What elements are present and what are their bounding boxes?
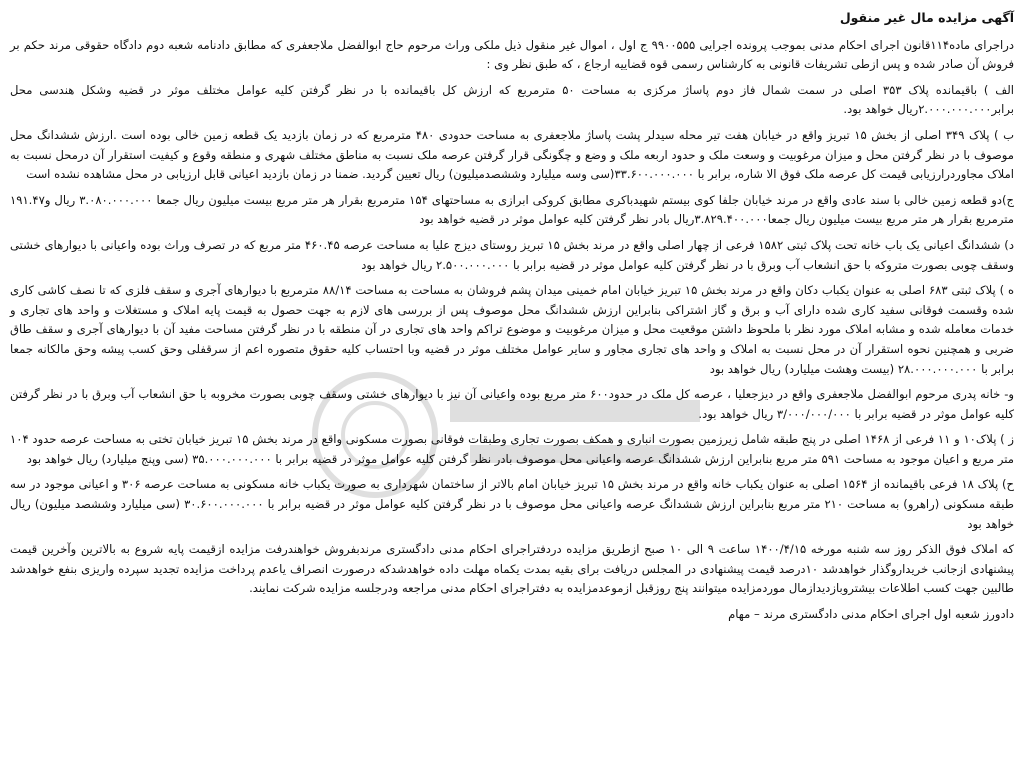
paragraph-item-ze: ز ) پلاک۱۰ و ۱۱ فرعی از ۱۴۶۸ اصلی در پنج طبقه شامل زیرزمین بصورت انباری و همکف بصورت تجاری وطبقات فوقانی بصورت مسکونی واقع در مرند بخش ۱۵ تبریز خیابان تختی به مساحت عرصه حدود ۱۰۴ متر مربع و اعیان موجود به مساحت ۵۹۱ متر مربع بنابراین ارزش ششدانگ عرصه واعیانی محل موصوف بادر نظر گرفتن کلیه عوامل موثر در قضیه برابر با ۳۵.۰۰۰.۰۰۰.۰۰۰ (سی وپنج میلیارد) ریال خواهد بود [10, 432, 1014, 466]
paragraph-item-be: ب ) پلاک ۳۴۹ اصلی از بخش ۱۵ تبریز واقع در خیابان هفت تیر محله سیدلر پشت پاساژ ملاجعفری به مساحت حدودی ۴۸۰ مترمربع که در زمان بازدید یک قطعه زمین خالی بوده است .ارزش ششدانگ محل موصوف با در نظر گرفتن محل و میزان مرغوبیت و وسعت ملک و حدود اربعه ملک و وضع و چگونگی قرار گرفتن عرصه ملک نسبت به مناطق مختلف شهری و منطقه وقوع و کیفیت استقرار آن درمحل نسبت به املاک مجاوردرارزیابی قیمت کل عرصه ملک فوق الا شاره، برابر با ۳۳.۶۰۰.۰۰۰.۰۰۰(سی وسه میلیارد وششصدمیلیون) ریال تعیین گردید. ضمنا در زمان بازدید اعیانی قابل ارزیابی در محل مشاهده نشده است [10, 127, 1015, 182]
paragraph-item-alef: الف ) باقیمانده پلاک ۳۵۳ اصلی در سمت شمال فاز دوم پاساژ مرکزی به مساحت ۵۰ مترمربع که ارزش کل باقیمانده با در نظر گرفتن کلیه عوامل مختلف موثر در قضیه وشکل هندسی محل برابر۲.۰۰۰.۰۰۰.۰۰۰ریال خواهد بود. [10, 82, 1015, 117]
paragraph-intro: دراجرای ماده۱۱۴قانون اجرای احکام مدنی بموجب پرونده اجرایی ۹۹۰۰۵۵۵ ج اول ، اموال غیر منقول ذیل ملکی وراث مرحوم حاج ابوالفضل ملاجعفری که مطابق دادنامه شعبه دوم دادگاه حقوقی مرند حکم بر فروش آن صادر شده و پس ازطی تشریفات قانونی به کارشناس رسمی قوه قضاییه ارجاع ، که طبق نظر وی : [10, 37, 1014, 72]
document-title: آگهی مزایده مال غیر منقول [839, 10, 1014, 25]
paragraph-item-he-jimi: ح) پلاک ۱۸ فرعی باقیمانده از ۱۵۶۴ اصلی به عنوان یکباب خانه واقع در مرند بخش ۱۵ تبریز خیابان امام بالاتر از ساختمان شهرداری به صورت یکباب خانه مسکونی به مساحت عرصه ۳۰۶ و اعیانی موجود در سه طبقه مسکونی (راهرو) به مساحت ۲۱۰ متر مربع بنابراین ارزش ششدانگ عرصه واعیانی محل موصوف با در نظر گرفتن کلیه عوامل موثر در قضیه برابر با ۳۰.۶۰۰.۰۰۰.۰۰۰ (سی میلیارد وششصد میلیون) ریال خواهد بود [10, 477, 1015, 531]
paragraph-item-he: ه ) پلاک ثبتی ۶۸۳ اصلی به عنوان یکباب دکان واقع در مرند بخش ۱۵ تبریز خیابان امام خمینی میدان پشم فروشان به مساحت به مساحت ۸۸/۱۴ مترمربع با دیوارهای آجری و سقف فلزی که تا نصف کاشی کاری شده وقسمت فوقانی سفید کاری شده دارای آب و برق و گاز اشتراکی بنابراین ارزش ششدانگ محل موصوف پس از بررسی های لازم به جهت حصول به قیمت پایه املاک و مستغلات و واحد های تجاری و خدمات معامله شده و مشابه املاک مورد نظر با ملحوظ داشتن موقعیت محل و میزان مرغوبیت و موضوع تراکم واحد های تجاری در آن منطقه با در نظر گرفتن مساحت مفید آن با دیوارهای آجری و سقف طاق ضربی و همچنین نحوه استقرار آن در محل نسبت به املاک و واحد های تجاری مجاور و سایر عوامل مختلف موثر در قضیه وبا احتساب کلیه حقوق متصوره اعم از سرقفلی وحق کسب پیشه وحق مالکانه جمعا برابر با ۲۸.۰۰۰.۰۰۰.۰۰۰ (بیست وهشت میلیارد) ریال خواهد بود [10, 283, 1015, 376]
paragraph-item-dal: د) ششدانگ اعیانی یک باب خانه تحت پلاک ثبتی ۱۵۸۲ فرعی از چهار اصلی واقع در مرند بخش ۱۵ تبریز روستای دیزج علیا به مساحت عرصه ۴۶۰.۴۵ متر مربع که در تصرف وراث بوده واعیانی با دیوارهای خشتی وسقف چوبی بصورت متروکه با حق انشعاب آب وبرق با در نظر گرفتن کلیه عوامل موثر در قضیه برابر با ۲.۵۰۰.۰۰۰.۰۰۰ ریال خواهد بود [10, 237, 1014, 272]
document-signature: دادورز شعبه اول اجرای احکام مدنی دادگستری مرند – مهام [728, 607, 1014, 622]
paragraph-auction-terms: که املاک فوق الذکر روز سه شنبه مورخه ۱۴۰۰/۴/۱۵ ساعت ۹ الی ۱۰ صبح ازطریق مزایده دردفتراجرای احکام مدنی دادگستری مرندبفروش خواهندرفت مزایده ازقیمت پایه شروع به بالاترین وآخرین قیمت پیشنهادی ازجانب خریداروگذار خواهدشد ۱۰درصد قیمت پیشنهادی در المجلس دریافت برای بقیه بمدت یکماه مهلت داده خواهدشدکه درصورت انصراف یاعدم پرداخت مزایده تجدید سپرده واریزی بنفع خواهدشد طالبین جهت کسب اطلاعات بیشتروبازدیدازمال موردمزایده میتوانند پنج روزقبل ازموعدمزایده به دفتراجرای احکام مدنی مراجعه ودرجلسه مزایده شرکت نمایند. [10, 542, 1014, 596]
paragraph-item-vav: و- خانه پدری مرحوم ابوالفضل ملاجعفری واقع در دیزجعلیا ، عرصه کل ملک در حدود۶۰۰ متر مربع بوده واعیانی آن نیز با دیوارهای خشتی وسقف چوبی بصورت مخروبه با حق انشعاب آب وبرق با در نظر گرفتن کلیه عوامل موثر در قضیه برابر با ۳/۰۰۰/۰۰۰/۰۰۰ ریال خواهد بود. [10, 387, 1014, 421]
paragraph-item-jim: ج)دو قطعه زمین خالی با سند عادی واقع در مرند خیابان جلفا کوی بیستم شهیدباکری مطابق کروکی ابرازی به مساحتهای ۱۵۴ مترمربع بقرار هر متر مربع بیست میلیون ریال جمعا ۳.۰۸۰.۰۰۰.۰۰۰ ریال و۱۹۱.۴۷ مترمربع بقرار هر متر مربع بیست میلیون ریال جمعا۳.۸۲۹.۴۰۰.۰۰۰ریال بادر نظر گرفتن کلیه عوامل موثر در قضیه خواهد بود [10, 192, 1015, 227]
